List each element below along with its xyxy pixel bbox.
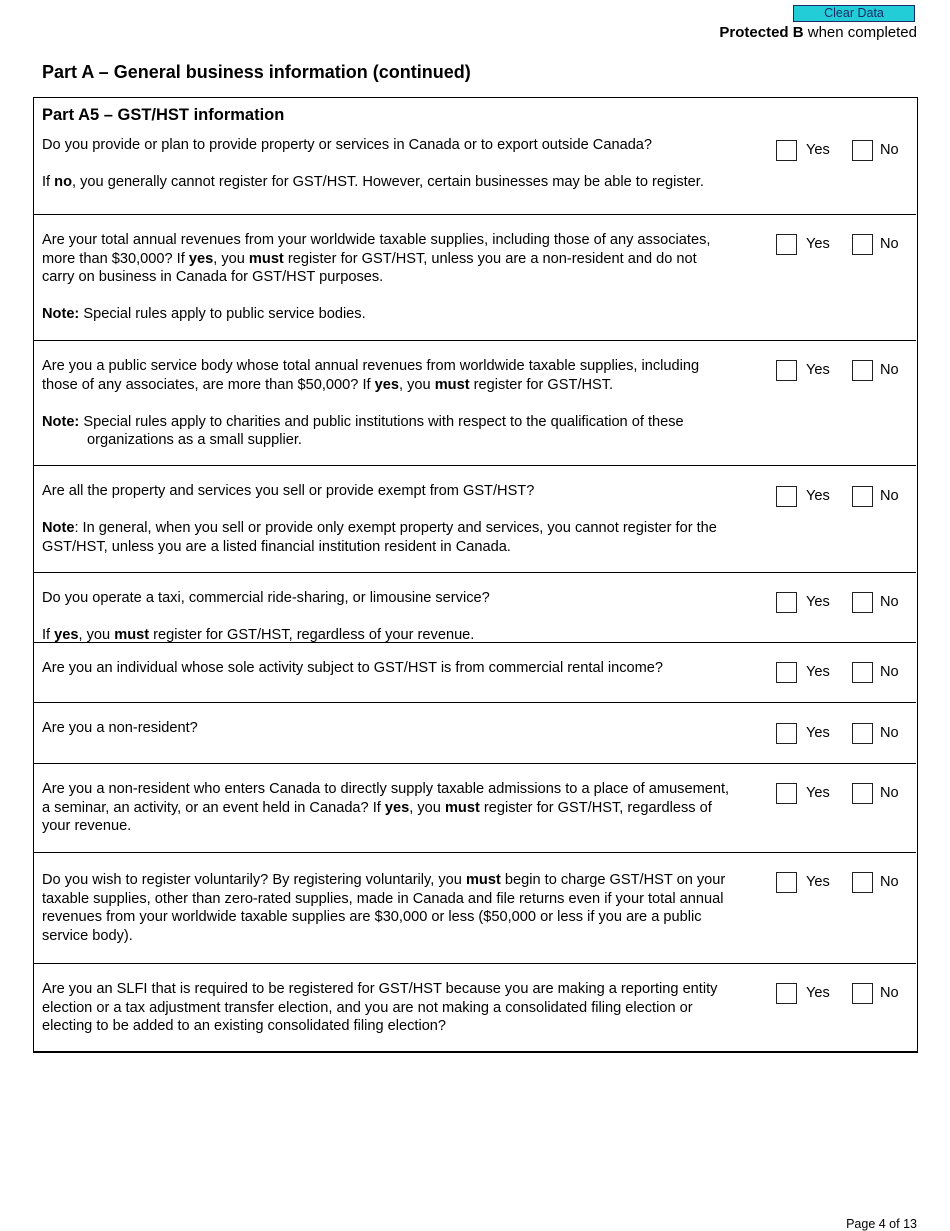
protected-b-notice [719,24,917,41]
question-paragraph [42,413,732,450]
text-span: register for GST/HST, regardless of your revenue. [149,627,475,643]
bold-text: must [465,872,501,888]
text-span: , you [398,376,435,393]
no-checkbox[interactable] [852,983,873,1004]
yes-checkbox[interactable] [776,592,797,613]
text-span: , you generally cannot register for GST/HST. However, certain businesses may be able to register. [72,174,704,190]
yes-label: Yes [806,142,830,158]
question-paragraph [42,482,732,501]
text-span: register for GST/HST, unless you are a non-resident and do not carry on business in Canada for GST/HST purposes. [42,250,697,285]
question-paragraph [42,231,732,287]
yes-label: Yes [806,664,830,680]
question-text [42,589,732,645]
question-row [34,98,916,215]
yes-no-group [776,592,916,616]
gst-hst-section [33,97,918,1053]
bold-text: Note: [42,413,80,430]
no-checkbox[interactable] [852,592,873,613]
question-row [34,964,916,1052]
clear-data-button[interactable]: Clear Data [793,5,915,22]
question-text [42,482,732,556]
text-span: Are you a non-resident? [42,720,198,736]
yes-label: Yes [806,985,830,1001]
text-span: Are all the property and services you sell or provide exempt from GST/HST? [42,483,535,499]
text-span: , you [78,627,115,643]
text-span: register for GST/HST. [469,376,614,393]
no-checkbox[interactable] [852,486,873,507]
text-span: If [42,627,55,643]
text-span: Are you a public service body whose total annual revenues from worldwide taxable supplies, including those of any associates, are more than $50,000? If [42,358,700,393]
no-checkbox[interactable] [852,783,873,804]
question-text [42,871,732,945]
no-checkbox[interactable] [852,662,873,683]
no-checkbox[interactable] [852,234,873,255]
bold-text: must [114,627,150,643]
no-checkbox[interactable] [852,140,873,161]
protected-suffix: when completed [803,24,917,41]
yes-checkbox[interactable] [776,723,797,744]
question-paragraph [42,136,732,155]
question-paragraph [42,659,732,678]
yes-checkbox[interactable] [776,783,797,804]
question-text [42,780,732,836]
yes-no-group [776,486,916,510]
question-text [42,231,732,324]
bold-text: must [434,376,470,393]
no-checkbox[interactable] [852,360,873,381]
yes-checkbox[interactable] [776,983,797,1004]
question-row [34,215,916,341]
text-span: Do you operate a taxi, commercial ride-sharing, or limousine service? [42,590,490,606]
bold-text: yes [54,627,79,643]
protected-label: Protected B [719,24,804,41]
text-span: Are you an SLFI that is required to be registered for GST/HST because you are making a reporting entity election or a tax adjustment transfer election, and you are not making a consolidated filing election or electing to be added to an existing consolidated filing election? [42,981,718,1034]
bold-text: yes [374,376,399,393]
text-span: Special rules apply to public service bodies. [79,306,366,322]
text-span: Are you a non-resident who enters Canada to directly supply taxable admissions to a place of amusement, a seminar, an activity, or an event held in Canada? If [42,781,730,816]
bold-text: yes [384,799,410,816]
section-title: Part A5 – GST/HST information [42,106,285,124]
question-row [34,643,916,703]
bold-text: Note: [42,306,80,322]
yes-no-group [776,983,916,1007]
yes-checkbox[interactable] [776,140,797,161]
bold-text: yes [188,250,214,267]
text-span: Are your total annual revenues from your worldwide taxable supplies, including those of any associates, more than $30,000? If [42,232,711,267]
text-span: : In general, when you sell or provide only exempt property and services, you cannot register for the GST/HST, unless you are a listed financial institution resident in Canada. [42,520,717,555]
no-label: No [880,488,899,504]
question-row [34,573,916,643]
question-paragraph [42,357,732,394]
yes-no-group [776,872,916,896]
question-text [42,659,732,678]
question-text [42,719,732,738]
part-title: Part A – General business information (continued) [42,62,471,82]
text-span: If [42,174,55,190]
yes-label: Yes [806,236,830,252]
question-paragraph [42,626,732,645]
yes-label: Yes [806,725,830,741]
text-span: Do you wish to register voluntarily? By registering voluntarily, you [42,872,466,888]
no-label: No [880,664,899,680]
question-paragraph [42,305,732,324]
yes-label: Yes [806,594,830,610]
no-checkbox[interactable] [852,723,873,744]
yes-checkbox[interactable] [776,360,797,381]
bold-text: must [248,250,284,267]
question-paragraph [42,980,732,1036]
question-row [34,466,916,573]
no-label: No [880,725,899,741]
question-row [34,853,916,964]
no-label: No [880,594,899,610]
page-number: Page 4 of 13 [846,1217,917,1231]
no-label: No [880,985,899,1001]
yes-no-group [776,662,916,686]
question-row [34,341,916,466]
text-span: Special rules apply to charities and public institutions with respect to the qualification of these organizations as a small supplier. [79,413,684,448]
text-span: , you [213,250,249,267]
question-text [42,980,732,1036]
question-paragraph [42,519,732,556]
yes-no-group [776,723,916,747]
no-label: No [880,236,899,252]
text-span: begin to charge GST/HST on your taxable supplies, other than zero-rated supplies, made in Canada and file returns even if your total annual revenues from your worldwide taxable supplies are $30,000 or less ($50,000 or less if you are a public service body). [42,872,726,944]
no-label: No [880,362,899,378]
yes-no-group [776,140,916,164]
yes-label: Yes [806,785,830,801]
no-label: No [880,874,899,890]
no-checkbox[interactable] [852,872,873,893]
yes-no-group [776,234,916,258]
question-paragraph [42,173,732,192]
yes-no-group [776,783,916,807]
question-paragraph [42,780,732,836]
question-row [34,703,916,764]
bold-text: no [54,174,73,190]
no-label: No [880,785,899,801]
question-text [42,136,732,192]
text-span: Do you provide or plan to provide property or services in Canada or to export outside Canada? [42,137,653,153]
bold-text: Note [42,520,75,536]
yes-checkbox[interactable] [776,662,797,683]
yes-no-group [776,360,916,384]
text-span: , you [409,799,445,816]
yes-label: Yes [806,874,830,890]
no-label: No [880,142,899,158]
question-paragraph [42,719,732,738]
question-paragraph [42,589,732,608]
yes-checkbox[interactable] [776,486,797,507]
text-span: register for GST/HST, regardless of your revenue. [42,799,712,834]
text-span: Are you an individual whose sole activity subject to GST/HST is from commercial rental income? [42,660,664,676]
yes-label: Yes [806,488,830,504]
yes-checkbox[interactable] [776,872,797,893]
bold-text: must [444,799,480,816]
question-text [42,357,732,450]
yes-label: Yes [806,362,830,378]
yes-checkbox[interactable] [776,234,797,255]
question-row [34,764,916,853]
question-paragraph [42,871,732,945]
